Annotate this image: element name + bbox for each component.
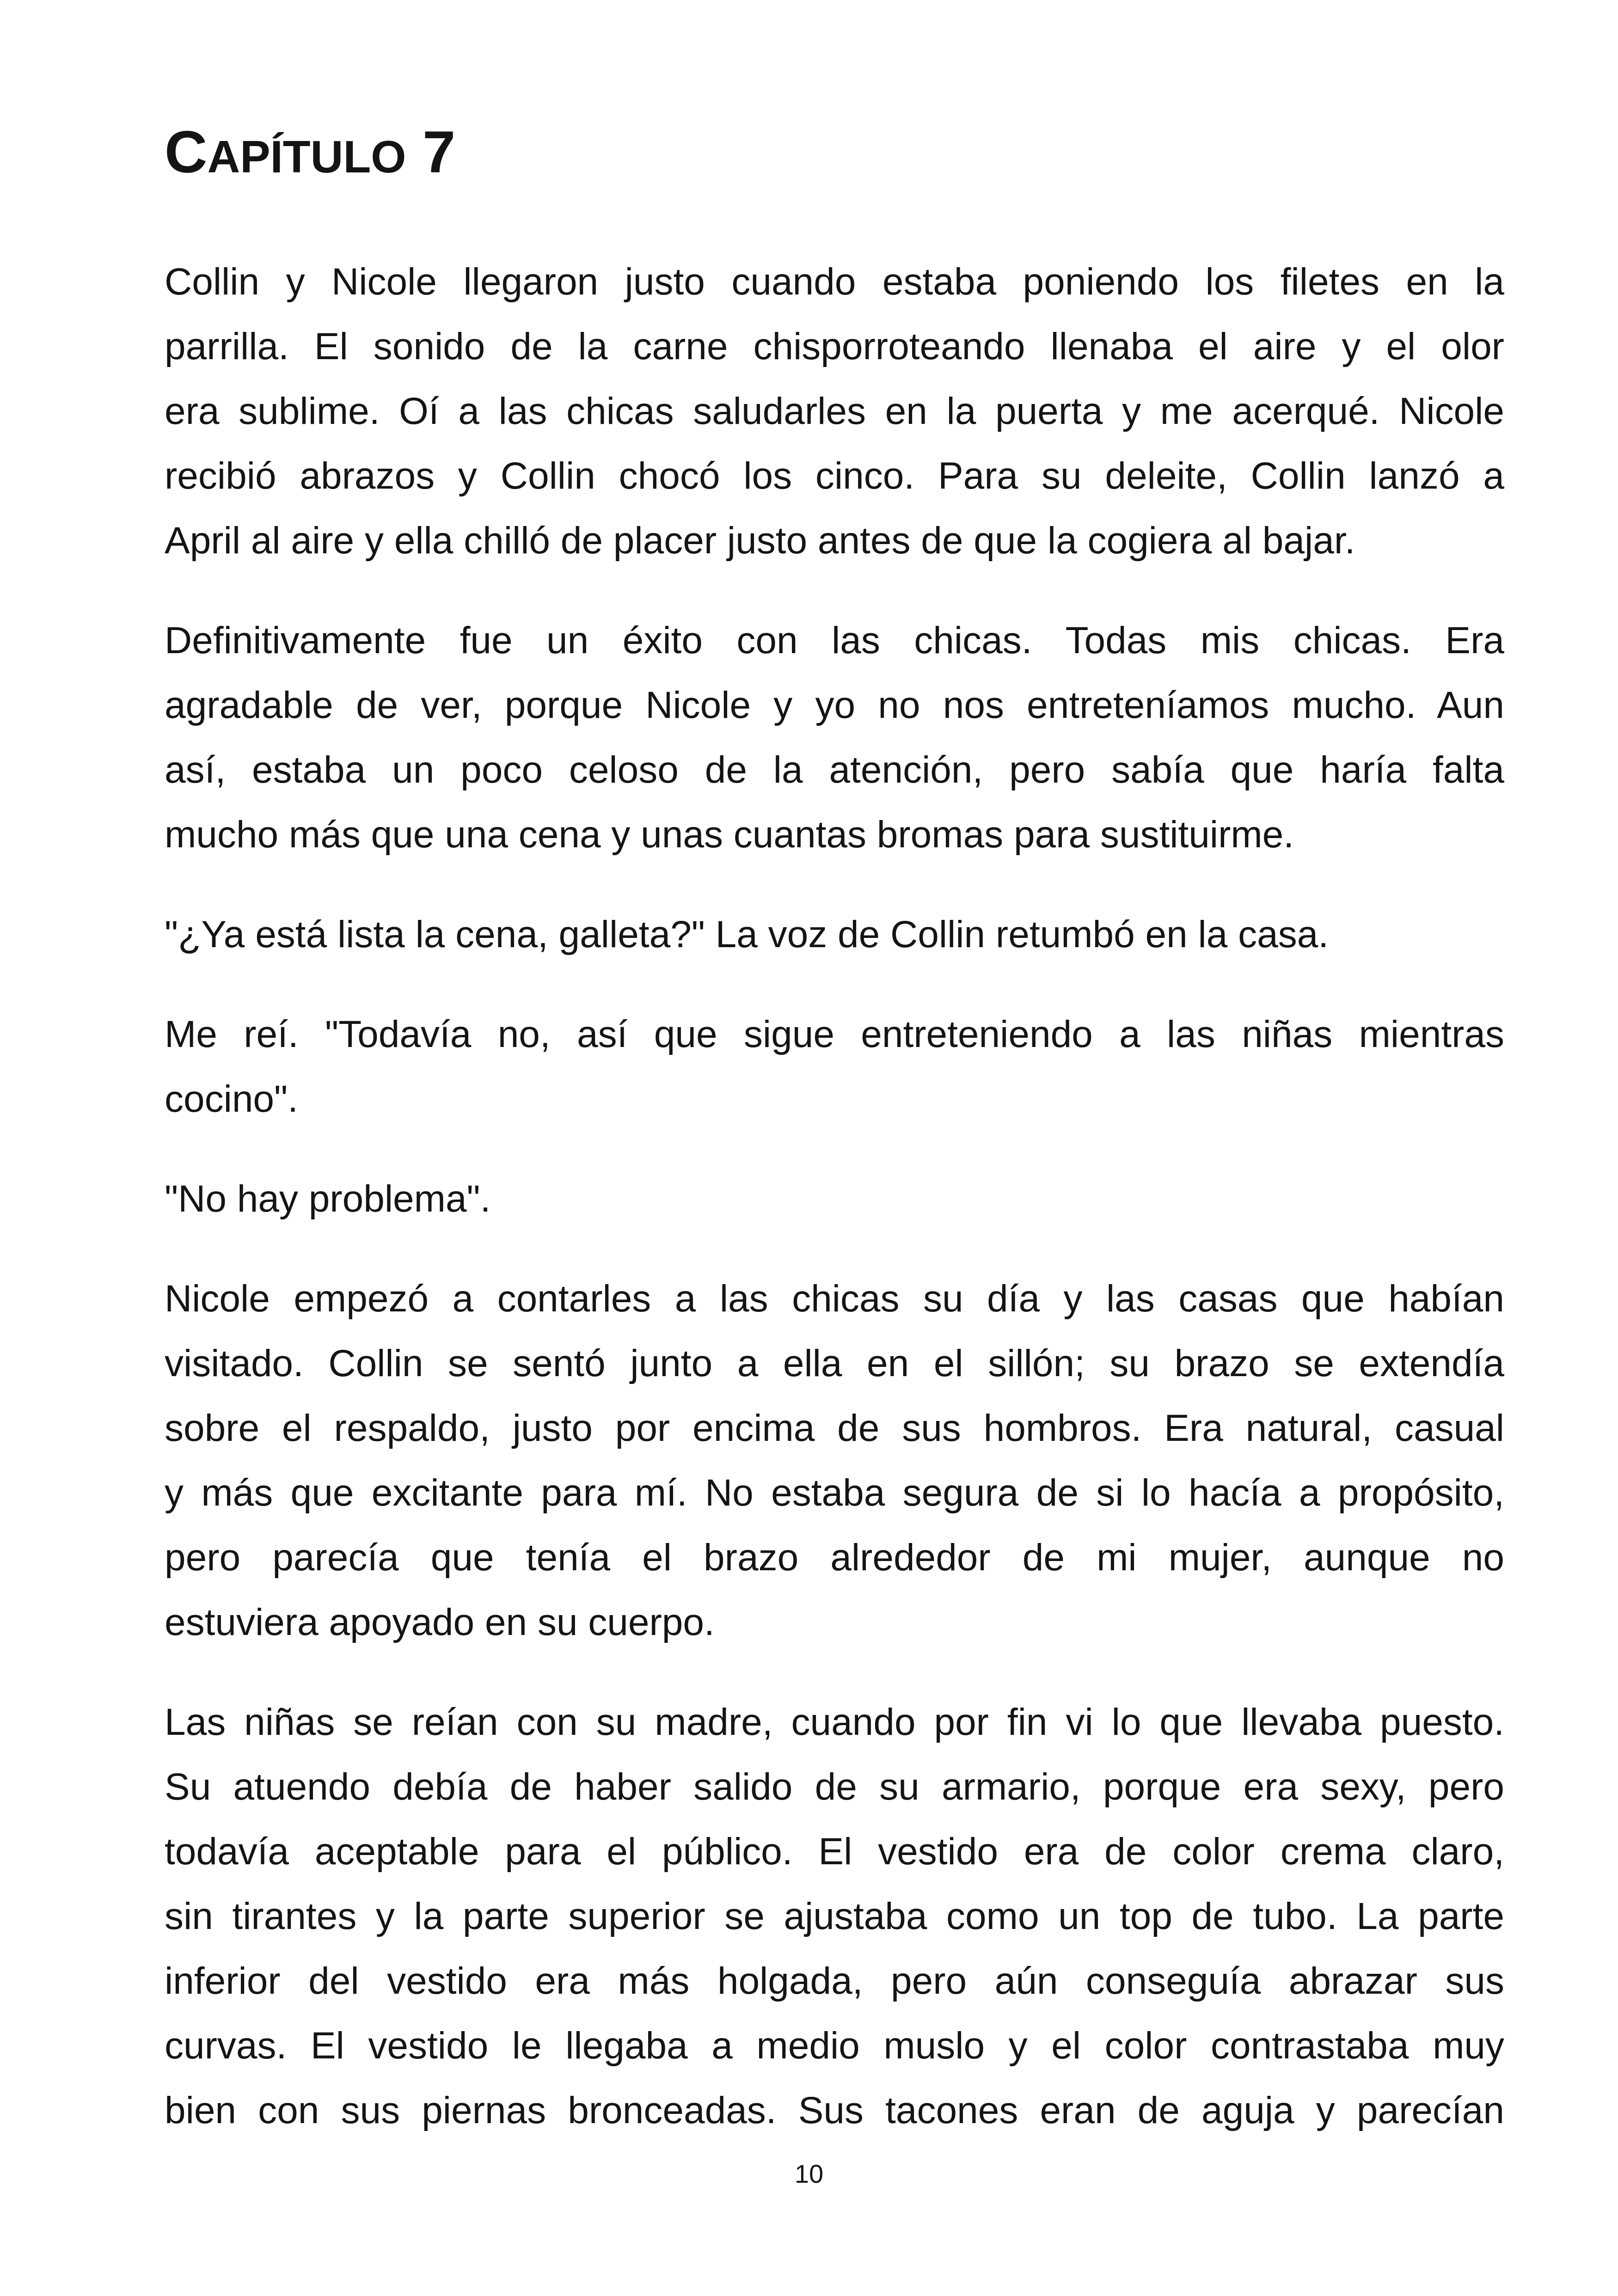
text-line: cocino". [165,1078,298,1120]
paragraph [165,1002,1504,1132]
chapter-title-initial: C [165,119,208,185]
paragraph [165,608,1504,867]
text-line: Su atuendo debía de haber salido de su armario, porque era sexy, pero [165,1766,1504,1808]
text-line: Nicole empezó a contarles a las chicas su día y las casas que habían [165,1278,1504,1320]
text-line: Las niñas se reían con su madre, cuando por fin vi lo que llevaba puesto. [165,1701,1504,1743]
paragraph [165,1167,1504,1231]
text-line: "¿Ya está lista la cena, galleta?" La voz de Collin retumbó en la casa. [165,913,1329,955]
text-line: todavía aceptable para el público. El vestido era de color crema claro, [165,1831,1504,1873]
text-line: agradable de ver, porque Nicole y yo no nos entreteníamos mucho. Aun [165,684,1504,726]
text-line: visitado. Collin se sentó junto a ella en el sillón; su brazo se extendía [165,1342,1504,1384]
paragraph [165,250,1504,573]
text-line: pero parecía que tenía el brazo alrededor de mi mujer, aunque no [165,1537,1504,1579]
paragraph [165,902,1504,967]
chapter-number: 7 [423,119,456,185]
text-line: curvas. El vestido le llegaba a medio muslo y el color contrastaba muy [165,2025,1504,2067]
text-line: bien con sus piernas bronceadas. Sus tacones eran de aguja y parecían [165,2089,1504,2131]
text-line: Definitivamente fue un éxito con las chicas. Todas mis chicas. Era [165,619,1504,661]
text-line: inferior del vestido era más holgada, pero aún conseguía abrazar sus [165,1960,1504,2002]
text-line: parrilla. El sonido de la carne chisporroteando llenaba el aire y el olor [165,325,1504,367]
paragraph [165,1690,1504,2143]
paragraph [165,1267,1504,1655]
body-text [165,250,1504,2178]
text-line: April al aire y ella chilló de placer justo antes de que la cogiera al bajar. [165,520,1355,562]
text-line: Collin y Nicole llegaron justo cuando estaba poniendo los filetes en la [165,261,1504,303]
text-line: era sublime. Oí a las chicas saludarles en la puerta y me acerqué. Nicole [165,390,1504,432]
text-line: mucho más que una cena y unas cuantas bromas para sustituirme. [165,814,1294,856]
text-line: "No hay problema". [165,1178,491,1220]
chapter-title [165,116,455,194]
text-line: Me reí. "Todavía no, así que sigue entreteniendo a las niñas mientras [165,1013,1504,1055]
page-number: 10 [794,2159,824,2188]
text-line: sobre el respaldo, justo por encima de sus hombros. Era natural, casual [165,1407,1504,1449]
text-line: y más que excitante para mí. No estaba segura de si lo hacía a propósito, [165,1472,1504,1514]
chapter-title-word: APÍTULO [207,131,406,182]
text-line: recibió abrazos y Collin chocó los cinco. Para su deleite, Collin lanzó a [165,455,1504,497]
text-line: estuviera apoyado en su cuerpo. [165,1601,715,1643]
text-line: así, estaba un poco celoso de la atención, pero sabía que haría falta [165,749,1504,791]
text-line: sin tirantes y la parte superior se ajustaba como un top de tubo. La parte [165,1895,1504,1937]
